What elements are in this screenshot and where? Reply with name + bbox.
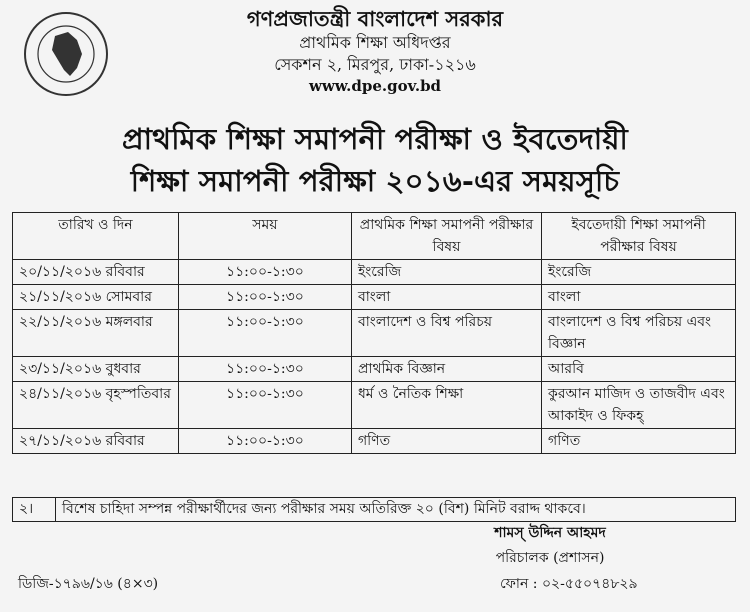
header-date: তারিখ ও দিন: [13, 213, 179, 260]
address: সেকশন ২, মিরপুর, ঢাকা-১২১৬: [274, 55, 476, 74]
row-time: ১১:০০-১:৩০: [178, 429, 351, 454]
table-row: [13, 260, 736, 285]
title-line-1: প্রাথমিক শিক্ষা সমাপনী পরীক্ষা ও ইবতেদায়ী: [122, 122, 628, 156]
row-ebtedayee-subject: গণিত: [542, 429, 736, 454]
table-row: [13, 429, 736, 454]
row-ebtedayee-subject: বাংলা: [542, 285, 736, 310]
row-time: ১১:০০-১:৩০: [178, 382, 351, 429]
row-date: ২৪/১১/২০১৬ বৃহস্পতিবার: [13, 382, 179, 429]
row-date: ২০/১১/২০১৬ রবিবার: [13, 260, 179, 285]
signature-block: [400, 520, 700, 570]
row-time: ১১:০০-১:৩০: [178, 285, 351, 310]
row-date: ২৩/১১/২০১৬ বুধবার: [13, 357, 179, 382]
website: www.dpe.gov.bd: [308, 77, 442, 95]
government-name: গণপ্রজাতন্ত্রী বাংলাদেশ সরকার: [246, 6, 504, 31]
schedule-table: [12, 212, 736, 454]
row-primary-subject: বাংলা: [351, 285, 541, 310]
directorate-name: প্রাথমিক শিক্ষা অধিদপ্তর: [299, 33, 451, 52]
row-primary-subject: ইংরেজি: [351, 260, 541, 285]
row-date: ২২/১১/২০১৬ মঙ্গলবার: [13, 310, 179, 357]
phone-number: ফোন : ০২-৫৫০৭৪৮২৯: [500, 576, 638, 592]
row-time: ১১:০০-১:৩০: [178, 310, 351, 357]
header-primary-subject: প্রাথমিক শিক্ষা সমাপনী পরীক্ষার বিষয়: [351, 213, 541, 260]
row-date: ২১/১১/২০১৬ সোমবার: [13, 285, 179, 310]
table-header-row: [13, 213, 736, 260]
row-primary-subject: গণিত: [351, 429, 541, 454]
table-row: [13, 285, 736, 310]
letterhead: [150, 6, 600, 96]
header-time: সময়: [178, 213, 351, 260]
row-time: ১১:০০-১:৩০: [178, 260, 351, 285]
row-ebtedayee-subject: আরবি: [542, 357, 736, 382]
government-seal-icon: [22, 10, 110, 98]
note-number: ২।: [13, 498, 56, 522]
memo-number: ডিজি-১৭৯৬/১৬ (৪×৩): [18, 576, 159, 592]
table-row: [13, 310, 736, 357]
header-ebtedayee-subject: ইবতেদায়ী শিক্ষা সমাপনী পরীক্ষার বিষয়: [542, 213, 736, 260]
table-row: [13, 357, 736, 382]
row-time: ১১:০০-১:৩০: [178, 357, 351, 382]
row-primary-subject: বাংলাদেশ ও বিশ্ব পরিচয়: [351, 310, 541, 357]
table-row: [13, 382, 736, 429]
row-ebtedayee-subject: বাংলাদেশ ও বিশ্ব পরিচয় এবং বিজ্ঞান: [542, 310, 736, 357]
signatory-designation: পরিচালক (প্রশাসন): [495, 550, 605, 566]
row-primary-subject: প্রাথমিক বিজ্ঞান: [351, 357, 541, 382]
row-primary-subject: ধর্ম ও নৈতিক শিক্ষা: [351, 382, 541, 429]
row-date: ২৭/১১/২০১৬ রবিবার: [13, 429, 179, 454]
row-ebtedayee-subject: ইংরেজি: [542, 260, 736, 285]
note-table: [12, 497, 736, 522]
signatory-name: শামস্ উদ্দিন আহমদ: [494, 525, 606, 541]
notice-title: [20, 118, 730, 202]
note-row: [13, 498, 736, 522]
title-line-2: শিক্ষা সমাপনী পরীক্ষা ২০১৬-এর সময়সূচি: [130, 164, 620, 198]
note-text: বিশেষ চাহিদা সম্পন্ন পরীক্ষার্থীদের জন্য পরীক্ষার সময় অতিরিক্ত ২০ (বিশ) মিনিট বরাদ্দ থাকবে।: [56, 498, 736, 522]
row-ebtedayee-subject: কুরআন মাজিদ ও তাজবীদ এবং আকাইদ ও ফিকহ্: [542, 382, 736, 429]
